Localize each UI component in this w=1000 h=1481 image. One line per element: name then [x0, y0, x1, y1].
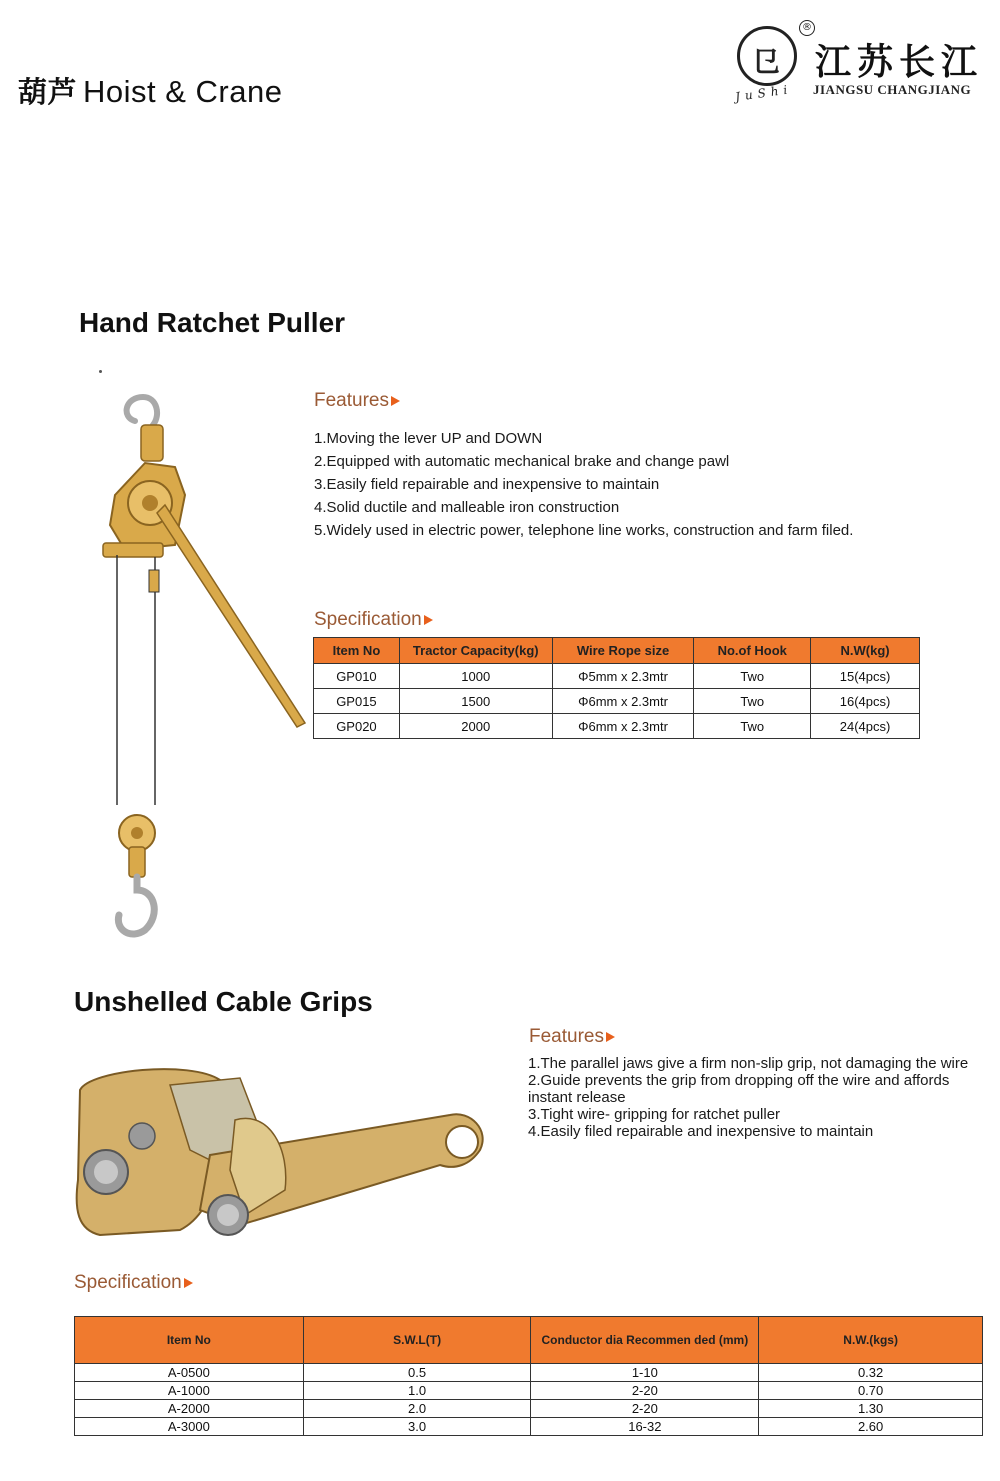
table-cell: Two	[694, 689, 811, 714]
table-header-row	[75, 1317, 983, 1364]
table-cell: 1-10	[531, 1364, 759, 1382]
feature-item: 2.Guide prevents the grip from dropping off the wire and affords instant release	[528, 1072, 950, 1106]
table-cell: 2.0	[303, 1400, 531, 1418]
table-row	[75, 1418, 983, 1436]
arrow-right-icon	[606, 1032, 615, 1042]
column-header: Wire Rope size	[552, 638, 694, 664]
column-header: Item No	[314, 638, 400, 664]
table-cell: Φ5mm x 2.3mtr	[552, 664, 694, 689]
table-cell: 2-20	[531, 1400, 759, 1418]
table-cell: 3.0	[303, 1418, 531, 1436]
table-cell: A-1000	[75, 1382, 304, 1400]
column-header: No.of Hook	[694, 638, 811, 664]
category-title-cn: 葫芦	[18, 75, 78, 109]
ratchet-puller-image	[95, 385, 315, 945]
table-cell: 0.32	[759, 1364, 983, 1382]
table-cell: 2000	[399, 714, 552, 739]
table-cell: 1000	[399, 664, 552, 689]
registered-mark: ®	[799, 20, 815, 36]
ratchet-spec-table	[313, 637, 920, 739]
logo-chinese-name: 江苏长江	[815, 41, 984, 83]
arrow-right-icon	[391, 396, 400, 406]
table-cell: GP015	[314, 689, 400, 714]
feature-item: 3.Easily field repairable and inexpensive to maintain	[314, 476, 660, 493]
grips-features-label-text: Features	[529, 1026, 604, 1047]
feature-item: 5.Widely used in electric power, telephone line works, construction and farm filed.	[314, 522, 854, 539]
table-cell: 1.30	[759, 1400, 983, 1418]
table-cell: Two	[694, 664, 811, 689]
table-row	[75, 1400, 983, 1418]
grips-features-list	[528, 1055, 973, 1140]
table-cell: 0.5	[303, 1364, 531, 1382]
table-row	[75, 1382, 983, 1400]
logo-emblem: 㔾	[737, 26, 797, 86]
table-cell: 2.60	[759, 1418, 983, 1436]
category-title-en: Hoist & Crane	[83, 74, 283, 109]
table-cell: 15(4pcs)	[811, 664, 920, 689]
speck	[99, 370, 102, 373]
table-cell: 2-20	[531, 1382, 759, 1400]
category-title	[18, 70, 282, 111]
cable-grip-image	[70, 1060, 510, 1260]
feature-item: 4.Solid ductile and malleable iron construction	[314, 499, 620, 516]
table-row	[75, 1364, 983, 1382]
feature-item: 1.The parallel jaws give a firm non-slip grip, not damaging the wire	[528, 1055, 969, 1072]
table-row	[314, 689, 920, 714]
logo-emblem-text: JuShi	[734, 82, 794, 104]
table-cell: 0.70	[759, 1382, 983, 1400]
table-cell: A-2000	[75, 1400, 304, 1418]
table-cell: 16(4pcs)	[811, 689, 920, 714]
ratchet-spec-label-text: Specification	[314, 609, 422, 630]
table-row	[314, 714, 920, 739]
ratchet-puller-title: Hand Ratchet Puller	[79, 307, 346, 338]
column-header: Conductor dia Recommen ded (mm)	[531, 1317, 759, 1364]
table-cell: GP010	[314, 664, 400, 689]
table-cell: Φ6mm x 2.3mtr	[552, 689, 694, 714]
table-cell: 1500	[399, 689, 552, 714]
ratchet-spec-label	[314, 609, 433, 631]
ratchet-features-label-text: Features	[314, 390, 389, 411]
feature-item: 4.Easily filed repairable and inexpensive to maintain	[528, 1123, 874, 1140]
table-cell: A-3000	[75, 1418, 304, 1436]
cable-grips-title: Unshelled Cable Grips	[74, 986, 373, 1017]
feature-item: 3.Tight wire- gripping for ratchet puller	[528, 1106, 781, 1123]
table-cell: Two	[694, 714, 811, 739]
table-row	[314, 664, 920, 689]
ratchet-features-list	[314, 427, 853, 542]
company-logo	[733, 18, 993, 110]
grips-spec-label	[74, 1272, 193, 1294]
grips-features-label	[529, 1026, 615, 1048]
arrow-right-icon	[424, 615, 433, 625]
table-cell: A-0500	[75, 1364, 304, 1382]
table-cell: 24(4pcs)	[811, 714, 920, 739]
table-cell: GP020	[314, 714, 400, 739]
column-header: N.W.(kgs)	[759, 1317, 983, 1364]
table-cell: 16-32	[531, 1418, 759, 1436]
table-cell: Φ6mm x 2.3mtr	[552, 714, 694, 739]
table-header-row	[314, 638, 920, 664]
feature-item: 2.Equipped with automatic mechanical brake and change pawl	[314, 453, 730, 470]
ratchet-features-label	[314, 390, 400, 412]
grips-spec-table	[74, 1316, 983, 1436]
grips-spec-label-text: Specification	[74, 1272, 182, 1293]
feature-item: 1.Moving the lever UP and DOWN	[314, 430, 543, 447]
logo-english-name: JIANGSU CHANGJIANG	[813, 82, 972, 97]
table-cell: 1.0	[303, 1382, 531, 1400]
column-header: Item No	[75, 1317, 304, 1364]
column-header: S.W.L(T)	[303, 1317, 531, 1364]
column-header: Tractor Capacity(kg)	[399, 638, 552, 664]
column-header: N.W(kg)	[811, 638, 920, 664]
arrow-right-icon	[184, 1278, 193, 1288]
